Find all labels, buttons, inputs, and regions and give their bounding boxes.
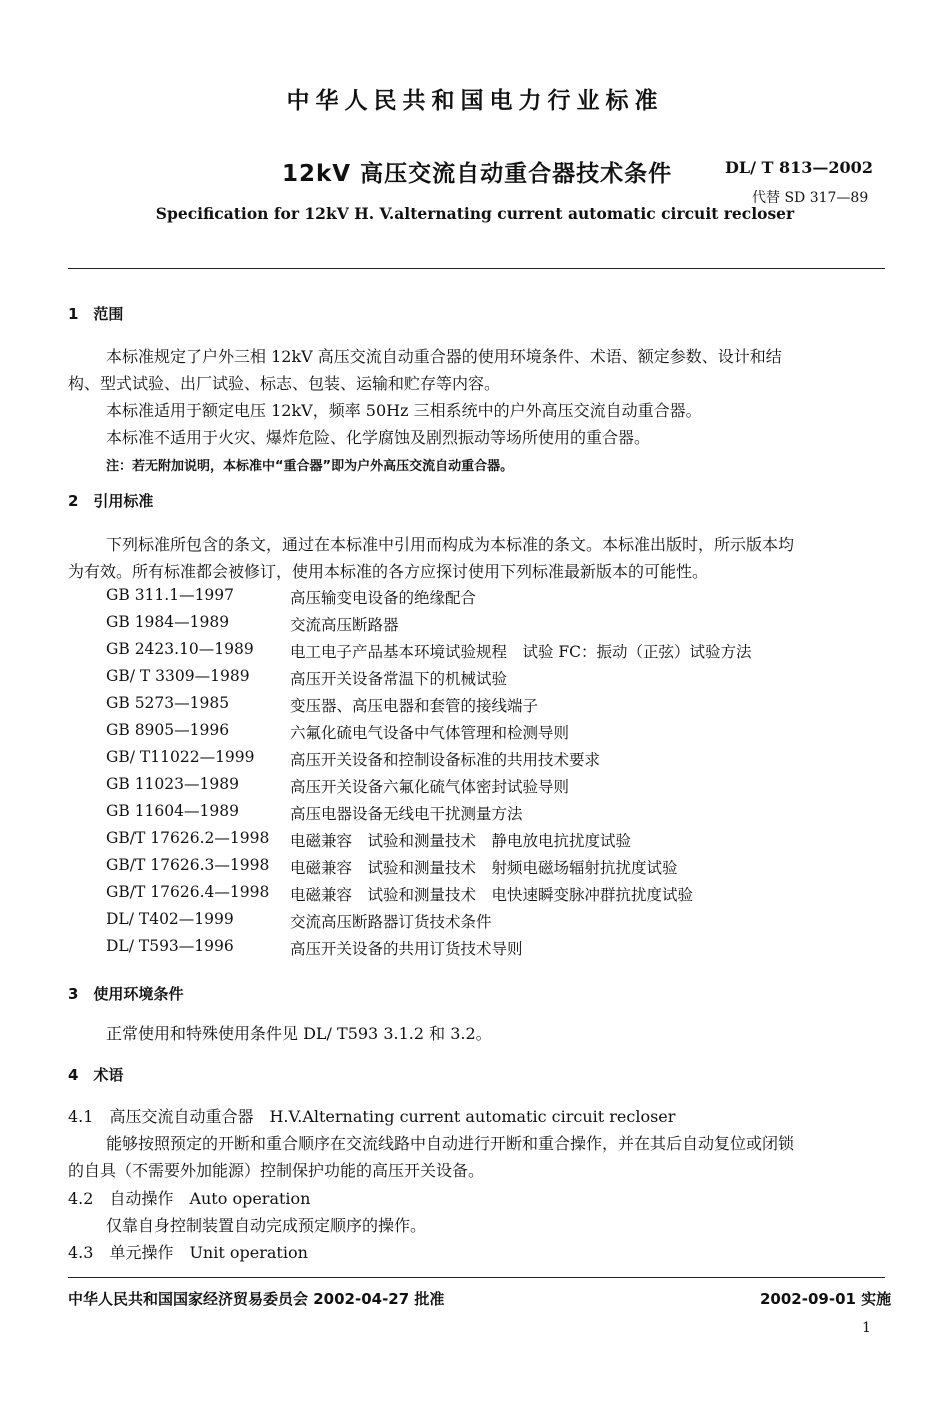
english-title: Specification for 12kV H. V.alternating current automatic circuit recloser [155,204,795,223]
reference-title: 电磁兼容 试验和测量技术 射频电磁场辐射抗扰度试验 [290,859,678,877]
header-divider [68,268,885,269]
document-title: 12kV 高压交流自动重合器技术条件 [282,161,673,187]
reference-title: 交流高压断路器 [290,616,399,634]
standard-category: 中华人民共和国电力行业标准 [286,88,664,114]
reference-code: GB 11604—1989 [106,802,239,820]
section-2-paragraph-line-2: 为有效。所有标准都会被修订，使用本标准的各方应探讨使用下列标准最新版本的可能性。 [68,562,709,581]
reference-title: 电工电子产品基本环境试验规程 试验 FC：振动（正弦）试验方法 [290,643,752,661]
reference-title: 高压开关设备和控制设备标准的共用技术要求 [290,751,601,769]
reference-title: 高压输变电设备的绝缘配合 [290,589,477,607]
section-4-heading: 4 术语 [68,1066,124,1084]
term-4-1-heading: 4.1 高压交流自动重合器 H.V.Alternating current automatic circuit recloser [68,1107,676,1126]
section-3-heading: 3 使用环境条件 [68,985,184,1003]
page-number: 1 [862,1320,871,1336]
section-1-paragraph-1-line-2: 构、型式试验、出厂试验、标志、包装、运输和贮存等内容。 [68,374,501,393]
section-1-heading: 1 范围 [68,305,124,323]
term-4-1-definition-line-1: 能够按照预定的开断和重合顺序在交流线路中自动进行开断和重合操作，并在其后自动复位或闭锁 [106,1134,795,1153]
reference-title: 电磁兼容 试验和测量技术 静电放电抗扰度试验 [290,832,632,850]
section-1-note: 注：若无附加说明，本标准中“重合器”即为户外高压交流自动重合器。 [106,459,514,474]
section-2-heading: 2 引用标准 [68,492,154,510]
reference-code: GB/T 17626.2—1998 [106,829,270,847]
reference-code: GB 8905—1996 [106,721,230,739]
implementation-date: 2002-09-01 实施 [760,1290,892,1308]
section-1-paragraph-2: 本标准适用于额定电压 12kV，频率 50Hz 三相系统中的户外高压交流自动重合器。 [106,401,702,420]
section-2-paragraph-line-1: 下列标准所包含的条文，通过在本标准中引用而构成为本标准的条文。本标准出版时，所示版本均 [106,535,795,554]
section-1-paragraph-3: 本标准不适用于火灾、爆炸危险、化学腐蚀及剧烈振动等场所使用的重合器。 [106,428,651,447]
section-1-paragraph-1-line-1: 本标准规定了户外三相 12kV 高压交流自动重合器的使用环境条件、术语、额定参数、设计和结 [106,347,782,366]
reference-title: 电磁兼容 试验和测量技术 电快速瞬变脉冲群抗扰度试验 [290,886,694,904]
reference-code: GB 311.1—1997 [106,586,235,604]
reference-code: GB 2423.10—1989 [106,640,254,658]
reference-title: 高压开关设备六氟化硫气体密封试验导则 [290,778,570,796]
reference-code: GB 5273—1985 [106,694,230,712]
term-4-1-definition-line-2: 的自具（不需要外加能源）控制保护功能的高压开关设备。 [68,1161,485,1180]
term-4-2-definition: 仅靠自身控制装置自动完成预定顺序的操作。 [106,1216,427,1235]
footer-divider [68,1277,885,1278]
reference-title: 高压电器设备无线电干扰测量方法 [290,805,523,823]
replaces-note: 代替 SD 317—89 [752,190,869,206]
reference-code: GB 11023—1989 [106,775,239,793]
reference-title: 高压开关设备的共用订货技术导则 [290,940,523,958]
term-4-2-heading: 4.2 自动操作 Auto operation [68,1189,311,1208]
section-3-paragraph: 正常使用和特殊使用条件见 DL/ T593 3.1.2 和 3.2。 [106,1024,492,1043]
reference-code: DL/ T593—1996 [106,937,234,955]
reference-code: GB/T 17626.3—1998 [106,856,270,874]
reference-code: GB/T 17626.4—1998 [106,883,270,901]
term-4-3-heading: 4.3 单元操作 Unit operation [68,1243,308,1262]
document-number: DL/ T 813—2002 [725,158,873,177]
reference-code: DL/ T402—1999 [106,910,234,928]
reference-code: GB/ T11022—1999 [106,748,255,766]
reference-title: 交流高压断路器订货技术条件 [290,913,492,931]
reference-title: 高压开关设备常温下的机械试验 [290,670,508,688]
reference-code: GB 1984—1989 [106,613,230,631]
reference-title: 六氟化硫电气设备中气体管理和检测导则 [290,724,570,742]
approval-note: 中华人民共和国国家经济贸易委员会 2002-04-27 批准 [68,1290,445,1308]
reference-title: 变压器、高压电器和套管的接线端子 [290,697,539,715]
reference-code: GB/ T 3309—1989 [106,667,250,685]
